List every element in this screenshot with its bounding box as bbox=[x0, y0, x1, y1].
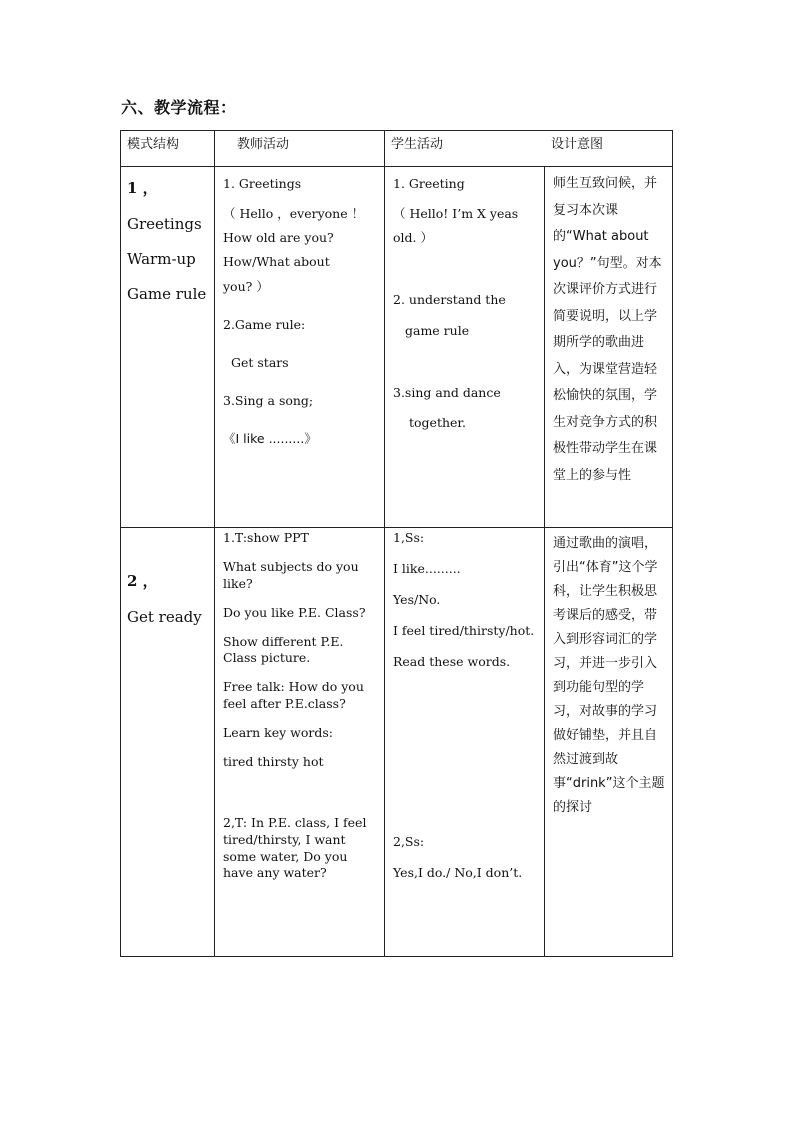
teacher-activity-cell bbox=[215, 167, 385, 528]
stage-number: 2 ， bbox=[127, 572, 158, 590]
student-line: 3.sing and dance bbox=[393, 384, 501, 400]
teacher-line: How old are you? bbox=[223, 230, 334, 246]
stage-cell bbox=[121, 167, 215, 528]
table-header-row bbox=[121, 131, 673, 167]
stage-name: Game rule bbox=[127, 285, 207, 303]
teacher-activity-cell bbox=[215, 528, 385, 957]
student-line: Read these words. bbox=[393, 653, 511, 669]
teacher-line: 1.T:show PPT bbox=[223, 530, 309, 545]
student-line: together. bbox=[409, 414, 466, 430]
design-intent-text: 师生互致问候，并复习本次课的“What about you？”句型。对本次课评价方式进行简要说明，以上学期所学的歌曲进入，为课堂营造轻松愉快的氛围，学生对竞争方式的积极性带动学生在课堂上的参与性 bbox=[553, 176, 662, 483]
teacher-line: Free talk: How do you feel after P.E.class? bbox=[223, 679, 364, 712]
student-line: 2. understand the bbox=[393, 292, 506, 308]
header-student-design bbox=[385, 131, 673, 167]
teacher-line: Get stars bbox=[231, 354, 289, 370]
header-design-intent: 设计意图 bbox=[551, 137, 604, 152]
teacher-line: 1. Greetings bbox=[223, 176, 302, 191]
teacher-line: tired thirsty hot bbox=[223, 753, 324, 769]
student-line: （ Hello! I’m X yeas bbox=[393, 206, 519, 222]
teacher-line: 2,T: In P.E. class, I feel tired/thirsty, I want some water, Do you have any water? bbox=[223, 814, 367, 881]
student-line: 1,Ss: bbox=[393, 530, 425, 545]
student-activity-cell bbox=[385, 167, 545, 528]
teacher-line: 2.Game rule: bbox=[223, 316, 306, 332]
teacher-line: you? ） bbox=[223, 278, 269, 294]
student-activity-cell bbox=[385, 528, 545, 957]
header-teacher-activity: 教师活动 bbox=[215, 131, 385, 167]
stage-cell bbox=[121, 528, 215, 957]
teacher-line: What subjects do you like? bbox=[223, 558, 359, 591]
student-line: 1. Greeting bbox=[393, 176, 465, 191]
design-intent-text: 通过歌曲的演唱，引出“体育”这个学科，让学生积极思考课后的感受，带入到形容词汇的学习，并进一步引入到功能句型的学习，对故事的学习做好铺垫，并且自然过渡到故事“drink”这个主题的探讨 bbox=[553, 536, 665, 815]
teaching-flow-table bbox=[120, 130, 673, 957]
teacher-line: Learn key words: bbox=[223, 725, 333, 740]
design-intent-cell bbox=[545, 167, 673, 528]
student-line: old. ） bbox=[393, 230, 433, 246]
teacher-line: How/What about bbox=[223, 254, 330, 270]
teacher-line: 3.Sing a song; bbox=[223, 392, 314, 408]
stage-name: Get ready bbox=[127, 608, 202, 626]
teacher-line: Do you like P.E. Class? bbox=[223, 604, 366, 620]
stage-number: 1 ， bbox=[127, 179, 158, 197]
student-line: game rule bbox=[405, 322, 470, 338]
table-row bbox=[121, 528, 673, 957]
student-line: I like......... bbox=[393, 560, 461, 576]
header-structure: 模式结构 bbox=[121, 131, 215, 167]
stage-name: Greetings bbox=[127, 215, 202, 233]
table-row bbox=[121, 167, 673, 528]
teacher-line: （ Hello ，everyone ！ bbox=[223, 206, 365, 222]
header-student-activity: 学生活动 bbox=[391, 137, 444, 152]
section-heading: 六、教学流程： bbox=[121, 98, 237, 117]
student-line: Yes/No. bbox=[393, 591, 441, 607]
teacher-line: 《I like .........》 bbox=[223, 431, 317, 446]
student-line: 2,Ss: bbox=[393, 834, 425, 850]
student-line: Yes,I do./ No,I don’t. bbox=[393, 865, 523, 881]
stage-name: Warm-up bbox=[127, 250, 196, 268]
design-intent-cell bbox=[545, 528, 673, 957]
teacher-line: Show different P.E. Class picture. bbox=[223, 633, 344, 666]
student-line: I feel tired/thirsty/hot. bbox=[393, 622, 535, 638]
